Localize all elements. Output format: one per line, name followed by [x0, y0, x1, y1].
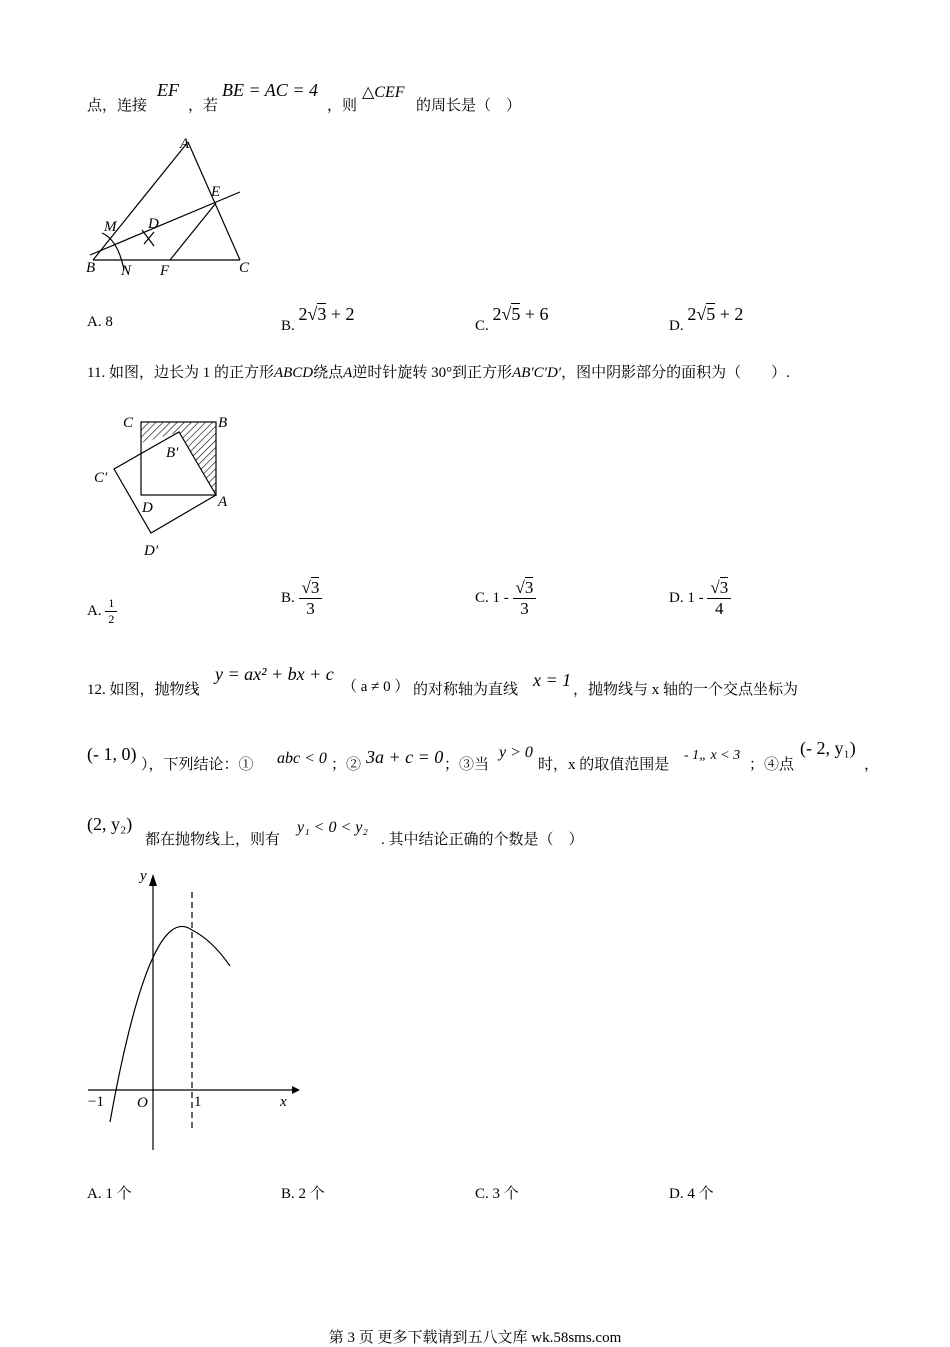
q12-equation: y = ax² + bx + c	[215, 664, 334, 684]
q10-option-d-rad: 5	[706, 304, 716, 324]
q12-label-y: y	[140, 868, 147, 884]
q12-l2a: ），下列结论：①	[141, 757, 254, 773]
q10-option-a-text: 8	[105, 314, 113, 330]
q12-option-b[interactable]	[281, 1182, 325, 1203]
q10-triangle-cef: △CEF	[362, 84, 405, 101]
q12-range: - 1„ x < 3	[684, 748, 741, 763]
q10-label-f: F	[160, 263, 170, 279]
q12-l1c: ，抛物线与 x 轴的一个交点坐标为	[573, 682, 799, 698]
q10-option-b[interactable]: B. 2√3 + 2	[281, 304, 355, 334]
q12-p2: (2, y₂)	[87, 814, 133, 834]
q12-l2f: ，	[864, 757, 880, 773]
q12-option-d[interactable]	[669, 1182, 714, 1203]
q11-option-c[interactable]: C. 1 - $\frac{√3}{3}$	[475, 578, 536, 619]
q10-label-e: E	[211, 184, 221, 200]
q12-option-a-letter: A.	[87, 1186, 106, 1202]
q12-label-x: x	[280, 1094, 287, 1110]
q12-label-origin: O	[137, 1095, 148, 1111]
q10-ef: EF	[157, 80, 179, 100]
q11-option-d-rad: 3	[719, 578, 729, 597]
q12-option-b-letter: B.	[281, 1186, 299, 1202]
q11-option-c-pre: 1 -	[492, 590, 513, 606]
q10-ze: ，则	[327, 98, 358, 114]
q10-option-c-letter: C.	[475, 318, 493, 334]
q10-option-d[interactable]: D. 2√5 + 2	[669, 304, 744, 334]
q12-label-neg1: −1	[88, 1094, 104, 1110]
q12-label-one: 1	[194, 1094, 202, 1110]
q12-l3a: 都在抛物线上，则有	[145, 832, 281, 848]
q10-option-a[interactable]	[87, 314, 113, 331]
q12-l2d: 时，x 的取值范围是	[538, 757, 670, 773]
q10-line-intro: 点，连接	[87, 98, 148, 114]
q11-label-b: B	[218, 415, 228, 431]
q10-option-c-coef: 2	[492, 304, 502, 324]
q11-option-d-pre: 1 -	[687, 590, 708, 606]
q12-l2b: ；②	[331, 757, 362, 773]
q11-label-c-prime: C′	[94, 470, 108, 486]
q11-option-a-den: 2	[108, 612, 115, 626]
q12-c1: abc < 0	[277, 750, 327, 767]
q11-option-d[interactable]: D. 1 - $\frac{√3}{4}$	[669, 578, 731, 619]
q11-text-d: ，图中阴影部分的面积为（ ）.	[561, 365, 790, 381]
q10-option-c[interactable]: C. 2√5 + 6	[475, 304, 549, 334]
q11-text-c: 逆时针旋转 30°到正方形	[352, 365, 513, 381]
q10-label-n: N	[121, 263, 132, 279]
q11-option-b-letter: B.	[281, 590, 299, 606]
q12-option-c[interactable]	[475, 1182, 519, 1203]
q10-label-d: D	[148, 216, 159, 232]
q11-label-b-prime: B′	[166, 445, 179, 461]
q10-option-d-rest: + 2	[715, 304, 744, 324]
q12-option-c-text: 3 个	[492, 1186, 519, 1202]
q10-be-ac: BE = AC = 4	[222, 80, 318, 100]
q12-option-a[interactable]	[87, 1182, 132, 1203]
q12-option-b-text: 2 个	[298, 1186, 325, 1202]
q10-option-d-coef: 2	[687, 304, 697, 324]
q12-l1a: 12. 如图，抛物线	[87, 682, 200, 698]
q12-option-a-text: 1 个	[105, 1186, 132, 1202]
q11-option-b-den: 3	[306, 599, 315, 618]
page-footer: 第 3 页 更多下载请到五八文库 wk.58sms.com	[328, 1330, 622, 1346]
q11-square-figure	[88, 405, 248, 565]
q12-p1: (- 2, y₁)	[800, 738, 856, 758]
q12-point: (- 1, 0)	[87, 744, 137, 764]
q11-abcd: ABCD	[273, 365, 314, 381]
q10-option-b-rest: + 2	[326, 304, 355, 324]
q12-option-c-letter: C.	[475, 1186, 493, 1202]
q11-option-d-letter: D.	[669, 590, 688, 606]
q10-label-b: B	[86, 260, 96, 276]
q12-l1b: 的对称轴为直线	[413, 682, 519, 698]
q12-c4: y₁ < 0 < y₂	[297, 819, 368, 836]
q10-option-c-rest: + 6	[520, 304, 549, 324]
q11-option-d-den: 4	[715, 599, 724, 618]
q10-ruo: ，若	[188, 98, 219, 114]
q11-option-b-rad: 3	[310, 578, 320, 597]
q11-stem	[87, 361, 790, 382]
q10-option-a-letter: A.	[87, 314, 106, 330]
q10-triangle-figure	[80, 130, 270, 280]
q12-option-d-letter: D.	[669, 1186, 688, 1202]
q10-label-a: A	[180, 136, 190, 152]
q11-label-d: D	[142, 500, 153, 516]
q11-option-c-rad: 3	[524, 578, 534, 597]
q10-option-c-rad: 5	[511, 304, 521, 324]
q12-l3b: . 其中结论正确的个数是（ ）	[381, 832, 584, 848]
q10-label-m: M	[104, 219, 117, 235]
q11-a: A	[343, 365, 353, 381]
q12-c3: y > 0	[499, 744, 533, 761]
q11-abcd-rotated: AB′C′D′	[512, 365, 562, 381]
q11-option-a-letter: A.	[87, 603, 106, 619]
q11-option-c-letter: C.	[475, 590, 493, 606]
q11-label-c: C	[123, 415, 134, 431]
q10-option-b-letter: B.	[281, 318, 299, 334]
q11-option-a[interactable]	[87, 596, 117, 627]
q10-label-c: C	[239, 260, 250, 276]
q10-option-b-coef: 2	[298, 304, 308, 324]
q12-condition: （ a ≠ 0 ）	[342, 679, 410, 695]
q11-option-a-num: 1	[105, 596, 117, 612]
q12-l2c: ；③当	[444, 757, 490, 773]
q12-axis: x = 1	[533, 670, 572, 690]
q12-parabola-graph	[80, 860, 310, 1160]
q11-option-b[interactable]: B. $\frac{√3}{3}$	[281, 578, 322, 619]
q11-label-d-prime: D′	[144, 543, 159, 559]
q11-label-a: A	[218, 494, 228, 510]
q10-tail: 的周长是（ ）	[416, 98, 522, 114]
q10-option-d-letter: D.	[669, 318, 688, 334]
q12-option-d-text: 4 个	[687, 1186, 714, 1202]
q12-c2: 3a + c = 0	[366, 747, 444, 767]
q12-l2e: ；④点	[749, 757, 795, 773]
q10-option-b-rad: 3	[317, 304, 327, 324]
q11-text-b: 绕点	[313, 365, 344, 381]
q11-text-a: 11. 如图，边长为 1 的正方形	[87, 365, 274, 381]
q11-option-c-den: 3	[520, 599, 529, 618]
